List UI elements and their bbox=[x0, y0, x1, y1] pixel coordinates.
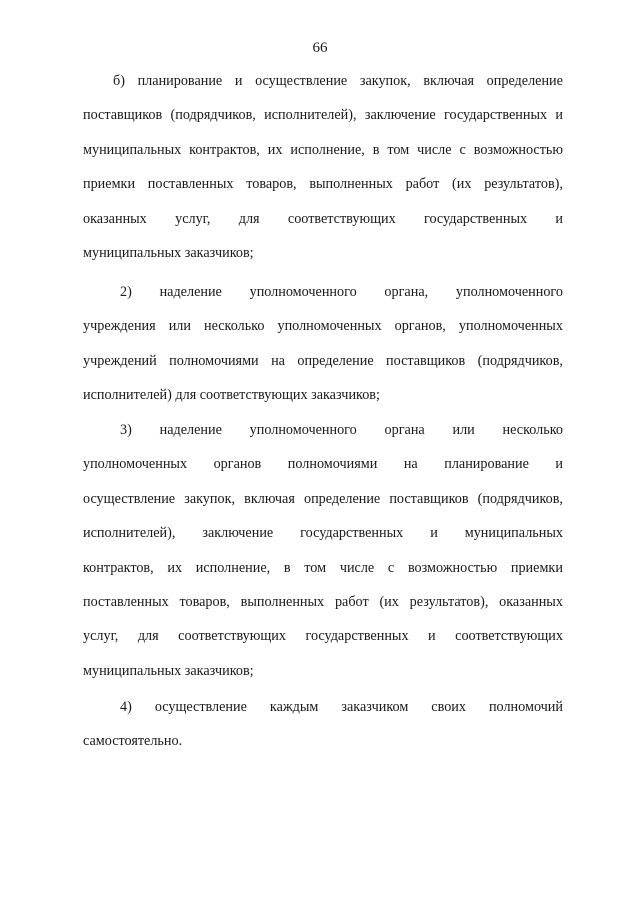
word: с bbox=[459, 141, 466, 158]
word: включая bbox=[423, 73, 475, 89]
word: контрактов, bbox=[189, 141, 260, 158]
word: (их bbox=[452, 176, 472, 193]
word: органа bbox=[384, 422, 425, 438]
paragraph-3 bbox=[83, 413, 563, 688]
word: приемки bbox=[83, 176, 136, 193]
word: определение bbox=[486, 73, 563, 89]
word: поставщиков bbox=[389, 490, 469, 507]
word: для bbox=[137, 628, 159, 645]
word: наделение bbox=[159, 422, 222, 438]
word: уполномоченного bbox=[249, 422, 357, 438]
word: учреждений bbox=[83, 352, 157, 369]
word: заказчиком bbox=[341, 699, 409, 715]
paragraph-4 bbox=[83, 690, 563, 759]
word: соответствующих bbox=[178, 628, 286, 645]
word: закупок, bbox=[184, 490, 236, 507]
word: уполномоченного bbox=[455, 284, 563, 300]
word: уполномоченного bbox=[249, 284, 357, 300]
word: на bbox=[271, 352, 285, 369]
word: определение bbox=[303, 490, 381, 507]
text-line bbox=[83, 413, 563, 447]
word: своих bbox=[431, 699, 466, 715]
text-line bbox=[83, 202, 563, 236]
text-line bbox=[83, 585, 563, 619]
word: определение bbox=[297, 352, 374, 369]
word: и bbox=[555, 210, 563, 227]
word: несколько bbox=[204, 318, 265, 335]
word: (их bbox=[379, 593, 399, 610]
word: поставленных bbox=[83, 593, 169, 610]
word: и bbox=[428, 628, 436, 645]
text-line: самостоятельно. bbox=[83, 733, 183, 750]
page-number: 66 bbox=[312, 40, 328, 56]
word: осуществление bbox=[255, 73, 348, 89]
text-line bbox=[83, 275, 563, 309]
word: и bbox=[555, 456, 563, 473]
word: результатов), bbox=[409, 593, 489, 610]
word: оказанных bbox=[83, 210, 147, 227]
word: государственных bbox=[305, 628, 409, 645]
word: 2) bbox=[120, 284, 132, 300]
word: включая bbox=[244, 490, 295, 507]
word: товаров, bbox=[246, 176, 297, 193]
word: уполномоченных bbox=[83, 456, 188, 473]
word: муниципальных bbox=[464, 525, 563, 542]
text-line: исполнителей) для соответствующих заказчиков; bbox=[83, 387, 380, 404]
word: осуществление bbox=[83, 490, 176, 507]
word: государственных bbox=[444, 107, 548, 124]
word: каждым bbox=[269, 699, 319, 715]
word: или bbox=[168, 318, 191, 335]
word: органов, bbox=[394, 318, 446, 335]
word: соответствующих bbox=[455, 628, 563, 645]
text-line bbox=[83, 309, 563, 343]
word: муниципальных bbox=[83, 141, 182, 158]
word: наделение bbox=[159, 284, 222, 300]
word: числе bbox=[339, 559, 375, 576]
word: на bbox=[403, 456, 418, 473]
word: работ bbox=[405, 176, 440, 193]
text-line bbox=[83, 167, 563, 201]
word: заключение bbox=[202, 525, 274, 542]
text-line: муниципальных заказчиков; bbox=[83, 662, 254, 679]
word: услуг, bbox=[83, 628, 119, 645]
word: исполнение, bbox=[195, 559, 271, 576]
text-line: муниципальных заказчиков; bbox=[83, 244, 254, 261]
word: полномочиями bbox=[287, 456, 378, 473]
word: поставщиков bbox=[83, 107, 163, 124]
word: планирование bbox=[444, 456, 529, 473]
word: в bbox=[283, 559, 291, 576]
word: соответствующих bbox=[287, 210, 396, 227]
paragraph-b bbox=[83, 64, 563, 270]
word: исполнителей), bbox=[264, 107, 357, 124]
word: для bbox=[238, 210, 260, 227]
text-line bbox=[83, 482, 563, 516]
word: выполненных bbox=[309, 176, 393, 193]
text-line bbox=[83, 344, 563, 378]
word: и bbox=[555, 107, 563, 124]
text-line bbox=[83, 690, 563, 724]
word: контрактов, bbox=[83, 559, 154, 576]
text-line bbox=[83, 447, 563, 481]
word: и bbox=[430, 525, 438, 542]
word: числе bbox=[417, 141, 452, 158]
word: б) bbox=[113, 73, 125, 89]
word: в bbox=[372, 141, 380, 158]
word: органа, bbox=[384, 284, 429, 300]
word: закупок, bbox=[359, 73, 411, 89]
word: учреждения bbox=[83, 318, 156, 335]
paragraph-2 bbox=[83, 275, 563, 413]
text-line bbox=[83, 133, 563, 167]
word: полномочий bbox=[488, 699, 563, 715]
word: (подрядчиков, bbox=[477, 490, 563, 507]
word: органов bbox=[213, 456, 262, 473]
word: выполненных bbox=[240, 593, 325, 610]
word: возможностью bbox=[407, 559, 498, 576]
word: (подрядчиков, bbox=[170, 107, 256, 124]
word: возможностью bbox=[473, 141, 563, 158]
word: и bbox=[234, 73, 243, 89]
word: поставщиков bbox=[386, 352, 466, 369]
word: 3) bbox=[120, 422, 132, 438]
word: их bbox=[167, 559, 183, 576]
word: том bbox=[304, 559, 327, 576]
word: их bbox=[267, 141, 283, 158]
word: результатов), bbox=[484, 176, 563, 193]
word: полномочиями bbox=[169, 352, 259, 369]
word: работ bbox=[334, 593, 369, 610]
word: или bbox=[452, 422, 475, 438]
word: исполнителей), bbox=[83, 525, 176, 542]
word: планирование bbox=[137, 73, 223, 89]
word: с bbox=[387, 559, 395, 576]
word: приемки bbox=[510, 559, 563, 576]
word: исполнение, bbox=[290, 141, 365, 158]
word: 4) bbox=[120, 699, 132, 715]
word: уполномоченных bbox=[458, 318, 563, 335]
text-line bbox=[83, 98, 563, 132]
word: том bbox=[387, 141, 410, 158]
text-line bbox=[83, 64, 563, 98]
text-line bbox=[83, 551, 563, 585]
text-line bbox=[83, 619, 563, 653]
word: поставленных bbox=[147, 176, 234, 193]
word: государственных bbox=[424, 210, 528, 227]
word: несколько bbox=[502, 422, 563, 438]
text-line bbox=[83, 516, 563, 550]
word: оказанных bbox=[499, 593, 563, 610]
word: товаров, bbox=[179, 593, 230, 610]
word: заключение bbox=[364, 107, 436, 124]
word: услуг, bbox=[175, 210, 211, 227]
word: уполномоченных bbox=[277, 318, 382, 335]
word: государственных bbox=[300, 525, 404, 542]
word: (подрядчиков, bbox=[477, 352, 563, 369]
word: осуществление bbox=[154, 699, 247, 715]
